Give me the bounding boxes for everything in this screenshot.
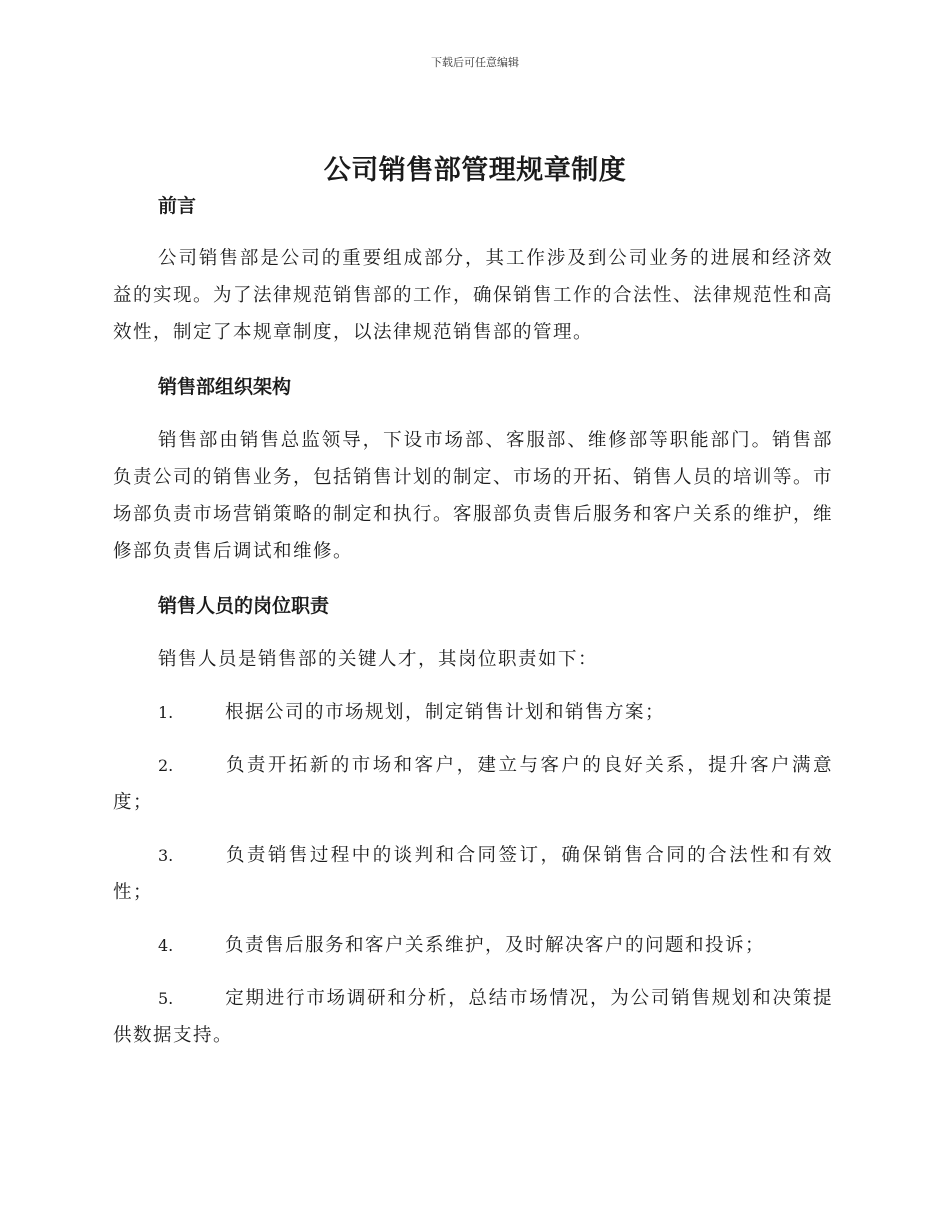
duties-intro-paragraph: 销售人员是销售部的关键人才，其岗位职责如下： xyxy=(158,649,599,670)
list-item xyxy=(113,694,833,731)
list-item-text: 根据公司的市场规划，制定销售计划和销售方案； xyxy=(225,702,666,723)
list-item xyxy=(113,927,833,964)
list-item-text: 负责开拓新的市场和客户，建立与客户的良好关系，提升客户满意度； xyxy=(113,755,833,813)
preface-paragraph: 公司销售部是公司的重要组成部分，其工作涉及到公司业务的进展和经济效益的实现。为了法律规范销售部的工作，确保销售工作的合法性、法律规范性和高效性，制定了本规章制度，以法律规范销售部的管理。 xyxy=(113,248,834,343)
list-item-text: 负责售后服务和客户关系维护，及时解决客户的问题和投诉； xyxy=(225,935,766,956)
header-note: 下载后可任意编辑 xyxy=(431,56,519,69)
list-item-number: 1. xyxy=(158,703,174,722)
list-item xyxy=(113,747,833,821)
list-item xyxy=(113,980,833,1054)
list-item xyxy=(113,837,833,911)
list-item-text: 负责销售过程中的谈判和合同签订，确保销售合同的合法性和有效性； xyxy=(113,845,833,903)
org-structure-paragraph: 销售部由销售总监领导，下设市场部、客服部、维修部等职能部门。销售部负责公司的销售业务，包括销售计划的制定、市场的开拓、销售人员的培训等。市场部负责市场营销策略的制定和执行。客服部负责售后服务和客户关系的维护，维修部负责售后调试和维修。 xyxy=(113,430,834,562)
list-item-number: 2. xyxy=(158,756,174,775)
list-item-number: 3. xyxy=(158,846,174,865)
document-body xyxy=(113,188,833,1054)
list-item-number: 4. xyxy=(158,936,174,955)
list-item-number: 5. xyxy=(158,989,174,1008)
section-heading-preface: 前言 xyxy=(158,195,197,217)
section-heading-duties: 销售人员的岗位职责 xyxy=(158,595,330,617)
page-title: 公司销售部管理规章制度 xyxy=(323,155,627,186)
section-heading-org-structure: 销售部组织架构 xyxy=(158,376,292,398)
list-item-text: 定期进行市场调研和分析，总结市场情况，为公司销售规划和决策提供数据支持。 xyxy=(113,988,833,1046)
